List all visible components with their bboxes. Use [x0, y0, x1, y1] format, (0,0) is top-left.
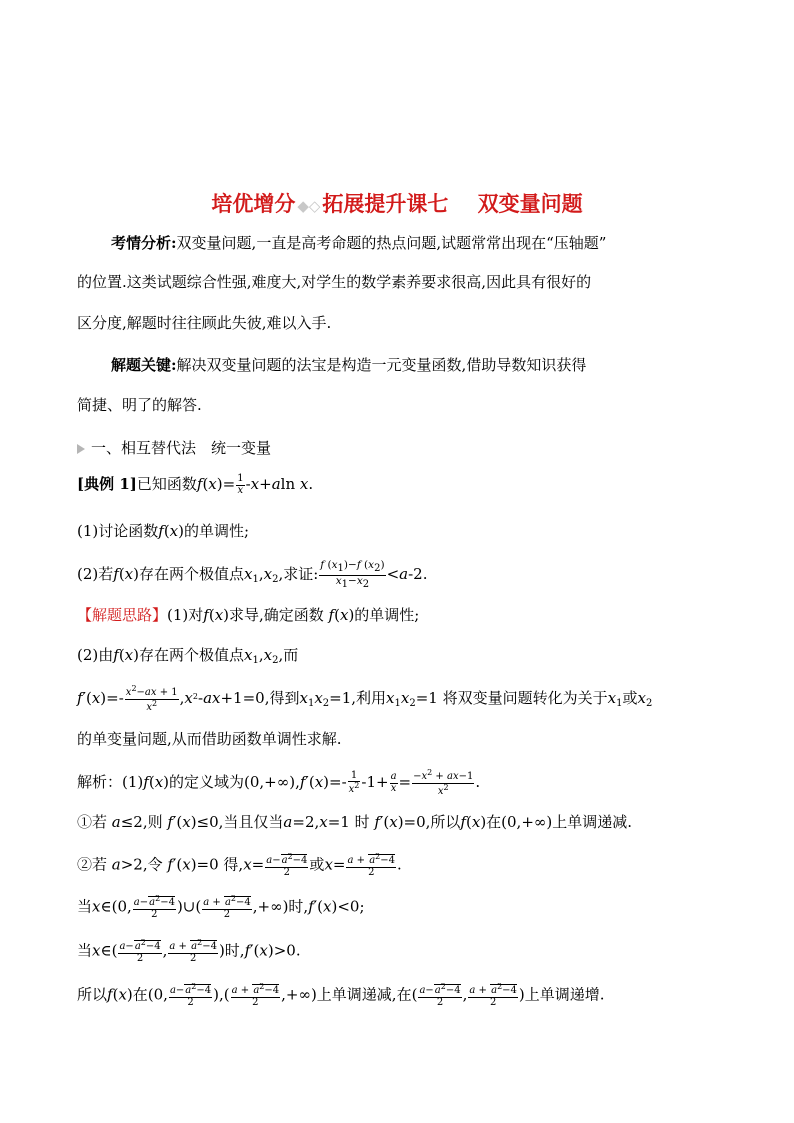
solution-line1: 解析：(1)f(x)的定义域为(0,+∞),f′(x)=- $\frac{1}{x^2}$ -1+ $\frac{a}{x}$ = $\frac{-x^2 + ax-1}{x^2}$ . [77, 768, 481, 797]
analysis-label: 考情分析: [111, 234, 177, 252]
analysis-line1 [111, 236, 606, 251]
solution-line4: 当x∈(0, $\frac{a-a^2-4}{2}$ )∪( $\frac{a + a^2-4}{2}$ ,+∞)时,f′(x)<0; [77, 894, 365, 920]
diamond-icon: ◆◇ [297, 197, 321, 215]
solution-label: 解析： [77, 773, 123, 791]
q1-text: (1)讨论函数 [77, 522, 159, 540]
solution-line5: 当x∈( $\frac{a-a^2-4}{2}$ , $\frac{a + a^2-4}{2}$ )时,f′(x)>0. [77, 938, 301, 964]
section-heading [77, 441, 271, 456]
key-label: 解题关键: [111, 356, 177, 374]
example-text: 已知函数 [136, 475, 197, 493]
solution-line3: ②若 a>2,令 f′(x)=0 得,x= $\frac{a-a^2-4}{2}$ 或x= $\frac{a + a^2-4}{2}$ . [77, 852, 402, 878]
analysis-text1: 双变量问题,一直是高考命题的热点问题,试题常常出现在“压轴题” [176, 234, 607, 252]
triangle-icon [77, 444, 85, 454]
solution-line6: 所以f(x)在(0, $\frac{a-a^2-4}{2}$ ),( $\frac{a + a^2-4}{2}$ ,+∞)上单调递减,在( $\frac{a-a^2-4}{2}$ , $\frac{a + a^2-4}{2}$ )上单调递增. [77, 982, 605, 1008]
example-label: [典例 1] [77, 475, 137, 493]
solution-line2: ①若 a≤2,则 f′(x)≤0,当且仅当a=2,x=1 时 f′(x)=0,所以f(x)在(0,+∞)上单调递减. [77, 813, 633, 831]
key-line1 [111, 358, 586, 373]
q2-text: (2)若 [77, 565, 114, 583]
thinking-text2: (2)由 [77, 646, 114, 664]
title-part2: 拓展提升课七 [322, 192, 449, 216]
key-line2: 简捷、明了的解答. [77, 396, 202, 414]
thinking-line2: (2)由f(x)存在两个极值点$x_1,x_2$,而 [77, 646, 299, 666]
thinking-line3: f′(x)=- $\frac{x^2-ax + 1}{x^2}$ $,x^2-ax+1=0$,得到$x_1x_2=1$,利用$x_1x_2=1$ 将双变量问题转化为关于$x_1$或$x_2$ [77, 684, 653, 713]
analysis-line3: 区分度,解题时往往顾此失彼,难以入手. [77, 314, 332, 332]
thinking-text1: (1)对 [167, 606, 204, 624]
thinking-line4: 的单变量问题,从而借助函数单调性求解. [77, 730, 342, 748]
key-text1: 解决双变量问题的法宝是构造一元变量函数,借助导数知识获得 [176, 356, 587, 374]
question-1: (1)讨论函数f(x)的单调性; [77, 522, 250, 540]
title-part1: 培优增分 [211, 192, 296, 216]
example-line: [典例 1]已知函数f(x)= $\frac{1}{x}$ -x+aln x. [77, 473, 314, 496]
title-part3: 双变量问题 [477, 192, 583, 216]
question-2: (2)若f(x)存在两个极值点$x_1,x_2$,求证: $\frac{f (x_1)-f (x_2)}{x_1-x_2}$ <a-2. [77, 559, 428, 590]
thinking-label: 【解题思路】 [77, 606, 168, 624]
analysis-line2: 的位置.这类试题综合性强,难度大,对学生的数学素养要求很高,因此具有很好的 [77, 273, 592, 291]
section-heading-text: 一、相互替代法 统一变量 [91, 439, 272, 457]
thinking-line1: 【解题思路】(1)对f(x)求导,确定函数 f(x)的单调性; [77, 606, 420, 624]
page-title [0, 188, 794, 218]
